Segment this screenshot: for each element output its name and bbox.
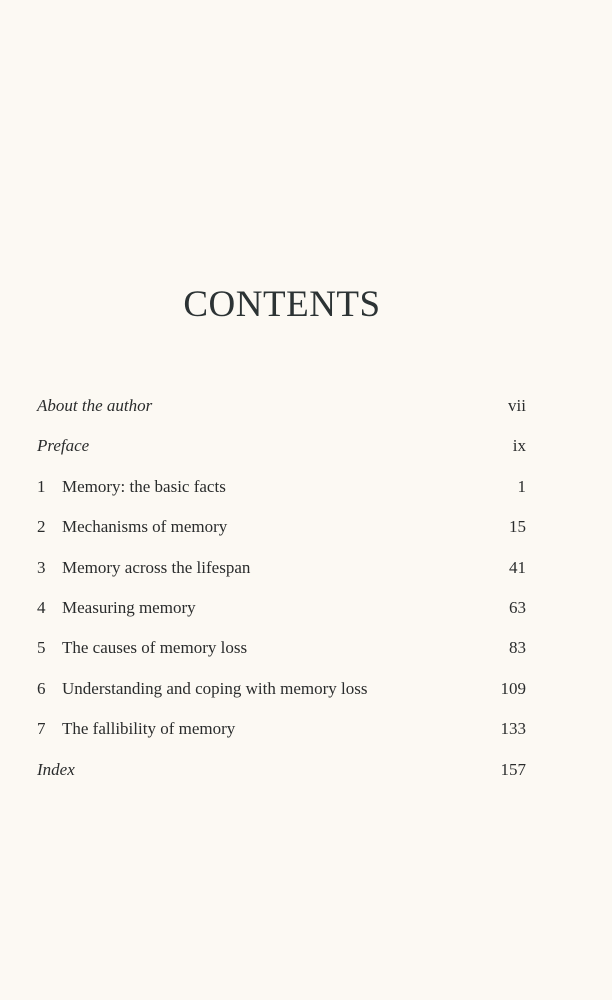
toc-entry-label: Measuring memory: [62, 597, 196, 617]
toc-entry-label: Memory: the basic facts: [62, 476, 226, 496]
toc-entry-page: 109: [500, 678, 526, 698]
toc-entry-number: 3: [37, 557, 46, 577]
toc-entry-number: 5: [37, 638, 46, 658]
toc-entry-page: 1: [517, 476, 526, 496]
toc-entry-label: The fallibility of memory: [62, 719, 236, 739]
toc-entry-chapter-7: [37, 716, 526, 756]
toc-entry-label: Index: [37, 759, 75, 779]
toc-entry-about-the-author: [37, 393, 526, 433]
toc-entry-label: Preface: [37, 436, 90, 456]
toc-entry-number: 4: [37, 597, 46, 617]
toc-entry-page: vii: [508, 396, 526, 415]
toc-entry-label: About the author: [37, 396, 153, 415]
toc-entry-chapter-4: [37, 595, 526, 635]
toc-entry-label: Mechanisms of memory: [62, 517, 228, 537]
toc-entry-chapter-2: [37, 514, 526, 554]
table-of-contents: [37, 393, 526, 797]
toc-entry-page: 63: [509, 597, 526, 617]
toc-entry-page: 15: [509, 517, 526, 537]
toc-entry-page: ix: [512, 436, 526, 456]
toc-entry-chapter-3: [37, 555, 526, 595]
toc-entry-label: Memory across the lifespan: [62, 557, 251, 577]
toc-entry-number: 1: [37, 476, 46, 496]
toc-entry-preface: [37, 433, 526, 473]
toc-entry-page: 157: [500, 759, 526, 779]
toc-entry-number: 2: [37, 517, 46, 537]
toc-entry-chapter-1: [37, 474, 526, 514]
toc-entry-number: 6: [37, 678, 46, 698]
page-title: CONTENTS: [183, 284, 381, 325]
toc-entry-page: 83: [509, 638, 526, 658]
toc-entry-index: [37, 757, 526, 797]
toc-entry-number: 7: [37, 719, 46, 739]
toc-entry-label: Understanding and coping with memory loss: [62, 678, 368, 698]
toc-entry-label: The causes of memory loss: [62, 638, 248, 658]
toc-entry-page: 133: [500, 719, 526, 739]
toc-entry-page: 41: [509, 557, 526, 577]
toc-entry-chapter-6: [37, 676, 526, 716]
toc-entry-chapter-5: [37, 635, 526, 675]
